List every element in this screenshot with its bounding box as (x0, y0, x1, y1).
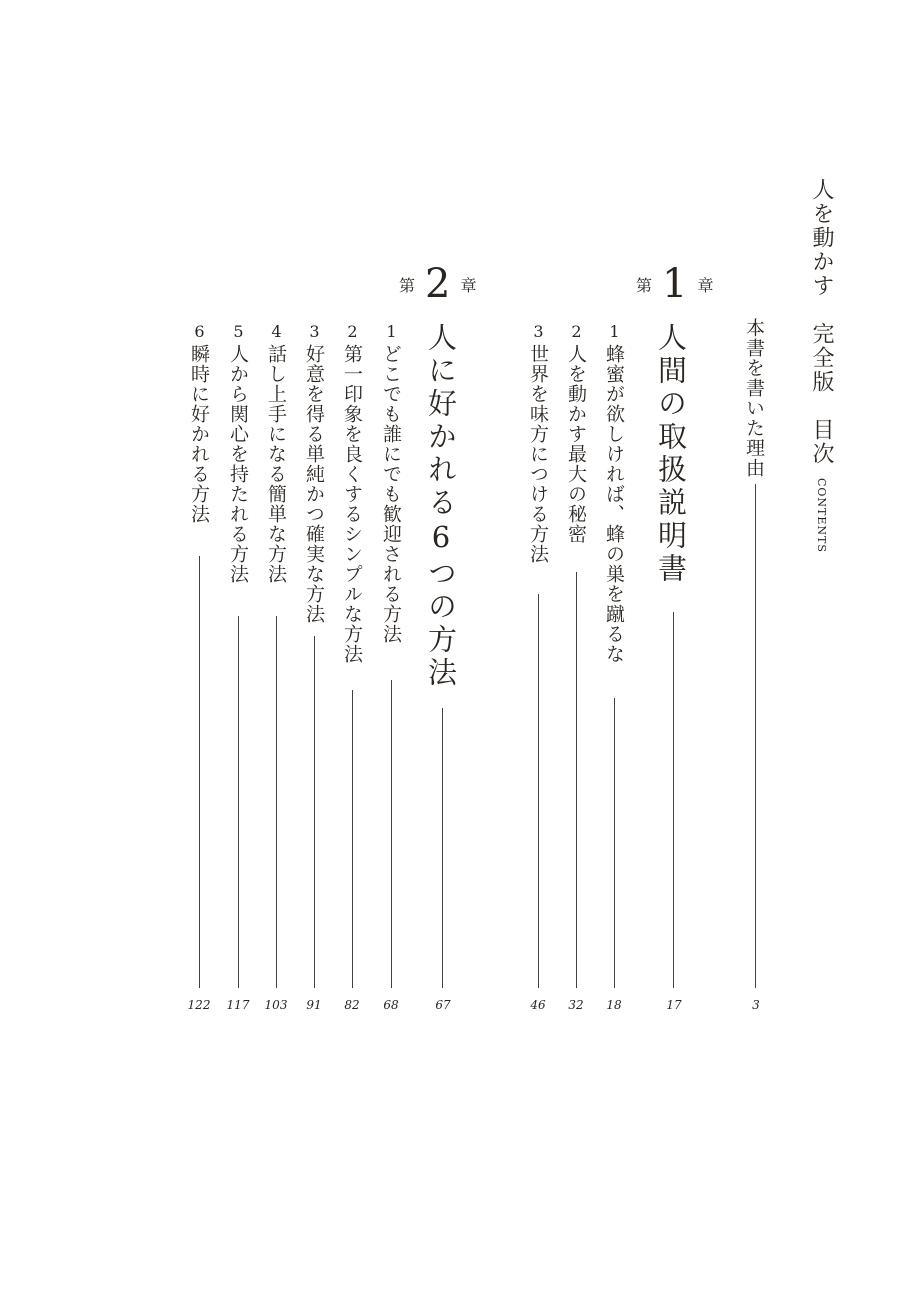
leader-line (673, 612, 674, 988)
page-number: 67 (435, 998, 451, 1012)
leader-line (614, 698, 615, 988)
chapter-label-suffix: 章 (697, 276, 714, 295)
page-number: 46 (530, 998, 546, 1012)
chapter-number: 2 (425, 261, 451, 307)
page-number: 103 (264, 998, 288, 1012)
leader-line (391, 680, 392, 988)
page-number: 17 (666, 998, 682, 1012)
page-number: 18 (606, 998, 622, 1012)
toc-entry[interactable]: 好意を得る単純かつ確実な方法 (303, 344, 325, 624)
chapter-number: 1 (662, 261, 688, 307)
leader-line (314, 636, 315, 988)
chapter-1-title[interactable]: 人間の取扱説明書 (654, 322, 688, 586)
chapter-label-prefix: 第 (399, 276, 416, 295)
preface-title[interactable]: 本書を書いた理由 (743, 318, 765, 478)
toc-entry[interactable]: 蜂蜜が欲しければ、蜂の巣を蹴るな (603, 344, 625, 664)
item-number: 2 (343, 322, 362, 341)
leader-line (238, 616, 239, 988)
page-number: 122 (187, 998, 211, 1012)
leader-line (576, 572, 577, 988)
toc-entry[interactable]: 第一印象を良くするシンプルな方法 (341, 344, 363, 664)
page-number: 3 (752, 998, 760, 1012)
item-number: 3 (529, 322, 548, 341)
item-number: 2 (567, 322, 586, 341)
toc-entry[interactable]: 人を動かす最大の秘密 (565, 344, 587, 544)
chapter-2-label (399, 261, 477, 307)
chapter-1-label (636, 261, 714, 307)
item-number: 4 (267, 322, 286, 341)
toc-title: 人を動かす 完全版 目次 (809, 178, 834, 466)
page-number: 82 (344, 998, 360, 1012)
item-number: 1 (605, 322, 624, 341)
chapter-2-title[interactable]: 人に好かれる6つの方法 (424, 322, 458, 690)
chapter-label-suffix: 章 (460, 276, 477, 295)
toc-entry[interactable]: どこでも誰にでも歓迎される方法 (380, 344, 402, 644)
toc-subtitle: CONTENTS (815, 478, 828, 553)
book-title (810, 178, 832, 553)
chapter-label-prefix: 第 (636, 276, 653, 295)
item-number: 3 (305, 322, 324, 341)
toc-entry[interactable]: 人から関心を持たれる方法 (227, 344, 249, 584)
page-number: 32 (568, 998, 584, 1012)
leader-line (352, 690, 353, 988)
leader-line (276, 616, 277, 988)
page-number: 68 (383, 998, 399, 1012)
toc-entry[interactable]: 瞬時に好かれる方法 (188, 344, 210, 524)
page-number: 117 (226, 998, 250, 1012)
leader-line (755, 484, 756, 988)
item-number: 5 (229, 322, 248, 341)
item-number: 6 (190, 322, 209, 341)
leader-line (538, 594, 539, 988)
leader-line (199, 556, 200, 988)
leader-line (442, 708, 443, 988)
page-number: 91 (306, 998, 322, 1012)
toc-entry[interactable]: 話し上手になる簡単な方法 (265, 344, 287, 584)
item-number: 1 (382, 322, 401, 341)
toc-entry[interactable]: 世界を味方につける方法 (527, 344, 549, 564)
